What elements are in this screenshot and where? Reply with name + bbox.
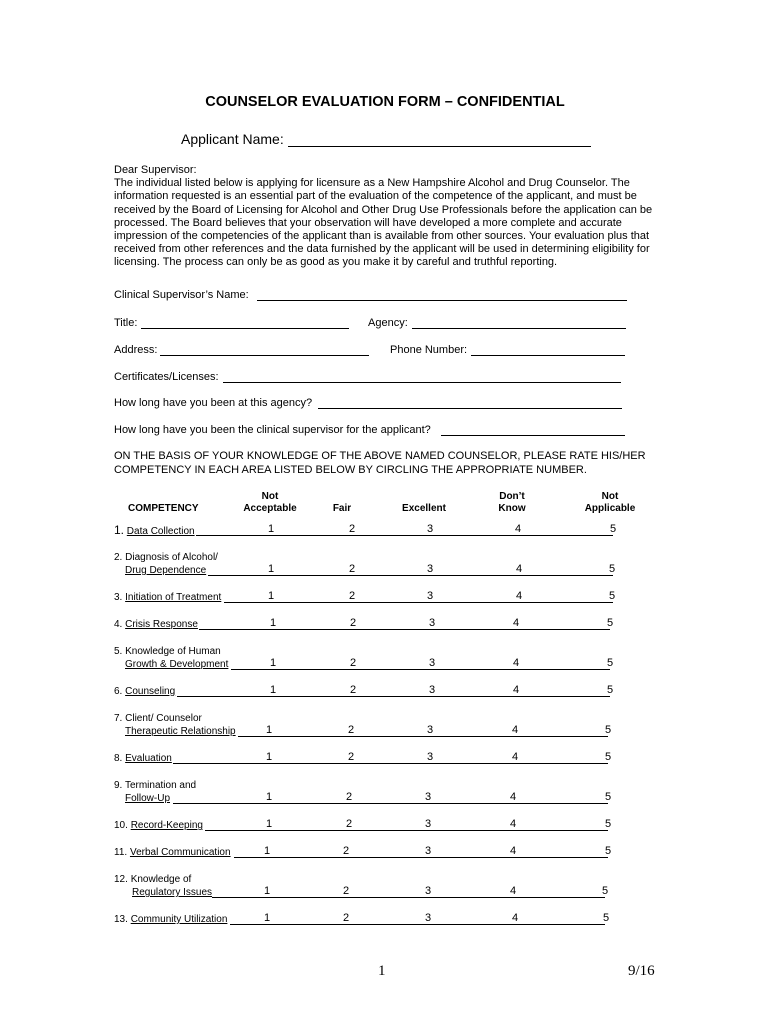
phone-line[interactable] (471, 355, 625, 356)
rating-option-5[interactable]: 5 (605, 791, 612, 803)
supervisor-tenure-line[interactable] (441, 435, 625, 436)
competency-label (114, 846, 231, 859)
rating-underline (173, 803, 608, 804)
competency-label-line2 (125, 725, 236, 738)
rating-option-3[interactable]: 3 (425, 845, 432, 857)
competency-label (114, 685, 175, 698)
competency-label-text: Crisis Response (125, 619, 198, 630)
competency-label-line2 (125, 564, 206, 577)
rating-option-1[interactable]: 1 (264, 912, 271, 924)
header-not-acceptable-2: Acceptable (243, 503, 297, 514)
rating-option-5[interactable]: 5 (605, 818, 612, 830)
rating-underline (212, 897, 605, 898)
title-line[interactable] (141, 328, 349, 329)
rating-option-4[interactable]: 4 (516, 590, 523, 602)
rating-option-1[interactable]: 1 (268, 523, 275, 535)
competency-label-text: Verbal Communication (129, 847, 231, 858)
competency-label (114, 752, 172, 765)
rating-option-3[interactable]: 3 (427, 563, 434, 575)
rating-option-3[interactable]: 3 (429, 617, 436, 629)
competency-label-text: Community Utilization (130, 914, 228, 925)
header-dont-know (482, 491, 542, 515)
competency-number: 4. (114, 619, 123, 630)
competency-number: 6. (114, 686, 123, 697)
header-competency: COMPETENCY (128, 503, 199, 514)
rating-instructions: ON THE BASIS OF YOUR KNOWLEDGE OF THE ABOVE NAMED COUNSELOR, PLEASE RATE HIS/HER COMPETENCY IN EACH AREA LISTED BELOW BY CIRCLING THE APPROPRIATE NUMBER. (114, 450, 646, 476)
rating-option-4[interactable]: 4 (515, 523, 522, 535)
certificates-line[interactable] (223, 382, 621, 383)
rating-option-5[interactable]: 5 (605, 751, 612, 763)
rating-option-1[interactable]: 1 (268, 590, 275, 602)
competency-label (114, 913, 227, 926)
rating-option-2[interactable]: 2 (350, 617, 357, 629)
competency-label-line1 (114, 712, 202, 725)
rating-option-2[interactable]: 2 (349, 563, 356, 575)
header-fair: Fair (332, 503, 352, 514)
rating-option-3[interactable]: 3 (427, 590, 434, 602)
supervisor-name-line[interactable] (257, 300, 627, 301)
competency-label-text: Record-Keeping (130, 820, 203, 831)
rating-option-5[interactable]: 5 (610, 523, 617, 535)
competency-label-line2 (132, 886, 212, 899)
rating-option-3[interactable]: 3 (429, 657, 436, 669)
rating-option-2[interactable]: 2 (350, 657, 357, 669)
competency-label-line2 (125, 792, 170, 805)
rating-option-2[interactable]: 2 (350, 684, 357, 696)
rating-option-3[interactable]: 3 (425, 791, 432, 803)
rating-option-1[interactable]: 1 (268, 563, 275, 575)
rating-option-5[interactable]: 5 (607, 617, 614, 629)
form-title: COUNSELOR EVALUATION FORM – CONFIDENTIAL (205, 94, 565, 110)
competency-label-line2 (125, 658, 228, 671)
rating-option-4[interactable]: 4 (512, 751, 519, 763)
rating-option-3[interactable]: 3 (427, 523, 434, 535)
competency-number: 1. (114, 523, 125, 537)
rating-option-1[interactable]: 1 (264, 885, 271, 897)
address-line[interactable] (160, 355, 369, 356)
rating-option-5[interactable]: 5 (609, 590, 616, 602)
competency-number: 2. (114, 552, 123, 563)
rating-underline (196, 535, 613, 536)
letter (114, 164, 662, 270)
agency-tenure-line[interactable] (318, 408, 622, 409)
rating-option-2[interactable]: 2 (343, 845, 350, 857)
letter-body: The individual listed below is applying for licensure as a New Hampshire Alcohol and Drug Counselor. The information requested is an essential part of the evaluation of the competence of the applicant, and must be received by the Board of Licensing for Alcohol and Other Drug Use Professionals before the application can be processed. The Board believes that your observation will have developed a more complete and accurate impression of the competencies of the applicant than is available from other sources. Your evaluation plus that received from other references and the data furnished by the applicant will be used in determining eligibility for licensing. The process can only be as good as you make it by careful and truthful reporting. (114, 177, 653, 269)
rating-option-5[interactable]: 5 (602, 885, 609, 897)
competency-label (114, 591, 221, 604)
competency-label-text2: Drug Dependence (125, 565, 207, 576)
rating-option-3[interactable]: 3 (425, 912, 432, 924)
competency-label-text1: Termination and (124, 780, 197, 791)
competency-label-line1 (114, 873, 191, 886)
rating-option-2[interactable]: 2 (346, 791, 353, 803)
rating-option-2[interactable]: 2 (348, 724, 355, 736)
phone-label: Phone Number: (390, 344, 468, 356)
competency-number: 13. (114, 914, 128, 925)
header-not-acceptable (230, 491, 310, 515)
rating-underline (173, 763, 608, 764)
competency-number: 8. (114, 753, 123, 764)
competency-label (114, 618, 198, 631)
competency-label-text2: Regulatory Issues (132, 887, 213, 898)
applicant-name-line[interactable] (288, 132, 591, 147)
rating-option-2[interactable]: 2 (348, 751, 355, 763)
rating-option-4[interactable]: 4 (513, 684, 520, 696)
rating-option-4[interactable]: 4 (510, 791, 517, 803)
competency-label-text2: Follow-Up (125, 793, 171, 804)
rating-option-4[interactable]: 4 (510, 818, 517, 830)
competency-label-text2: Therapeutic Relationship (125, 726, 236, 737)
header-excellent: Excellent (402, 503, 446, 514)
supervisor-name-label: Clinical Supervisor’s Name: (114, 289, 249, 301)
competency-number: 11. (114, 847, 128, 858)
rating-option-1[interactable]: 1 (266, 818, 273, 830)
applicant-name-field[interactable] (181, 131, 591, 147)
rating-option-2[interactable]: 2 (343, 912, 350, 924)
header-not-acceptable-1: Not (261, 491, 279, 502)
competency-label-text: Evaluation (125, 753, 172, 764)
competency-number: 9. (114, 780, 123, 791)
competency-number: 10. (114, 820, 128, 831)
header-not-applicable-2: Applicable (584, 503, 636, 514)
rating-underline (230, 924, 605, 925)
competency-label-text: Data Collection (126, 526, 195, 537)
agency-tenure-label: How long have you been at this agency? (114, 397, 313, 409)
rating-option-1[interactable]: 1 (264, 845, 271, 857)
rating-option-2[interactable]: 2 (349, 590, 356, 602)
rating-option-4[interactable]: 4 (516, 563, 523, 575)
rating-option-4[interactable]: 4 (513, 617, 520, 629)
rating-option-1[interactable]: 1 (266, 724, 273, 736)
rating-option-1[interactable]: 1 (266, 791, 273, 803)
rating-option-4[interactable]: 4 (512, 724, 519, 736)
competency-label (114, 524, 195, 538)
rating-option-1[interactable]: 1 (270, 684, 277, 696)
rating-option-5[interactable]: 5 (605, 724, 612, 736)
header-dont-know-2: Know (498, 503, 526, 514)
competency-label-text2: Growth & Development (125, 659, 229, 670)
rating-option-1[interactable]: 1 (270, 657, 277, 669)
certificates-label: Certificates/Licenses: (114, 371, 219, 383)
supervisor-tenure-label: How long have you been the clinical supervisor for the applicant? (114, 424, 431, 436)
page-number: 1 (378, 963, 386, 979)
address-label: Address: (114, 344, 158, 356)
rating-option-5[interactable]: 5 (607, 684, 614, 696)
rating-underline (205, 830, 608, 831)
rating-option-3[interactable]: 3 (429, 684, 436, 696)
rating-underline (238, 736, 608, 737)
rating-underline (177, 696, 610, 697)
competency-label-text1: Diagnosis of Alcohol/ (125, 552, 218, 563)
competency-label (114, 819, 203, 832)
competency-label-text1: Knowledge of Human (125, 646, 221, 657)
rating-option-1[interactable]: 1 (270, 617, 277, 629)
rating-option-3[interactable]: 3 (427, 751, 434, 763)
rating-underline (231, 669, 610, 670)
page-fraction: 9/16 (628, 963, 655, 979)
competency-label-line1 (114, 551, 218, 564)
rating-option-1[interactable]: 1 (266, 751, 273, 763)
competency-label-text1: Client/ Counselor (125, 713, 202, 724)
rating-option-4[interactable]: 4 (513, 657, 520, 669)
rating-option-5[interactable]: 5 (603, 912, 610, 924)
competency-label-text: Initiation of Treatment (125, 592, 222, 603)
header-dont-know-1: Don’t (499, 491, 525, 502)
salutation: Dear Supervisor: (114, 164, 197, 176)
rating-option-3[interactable]: 3 (427, 724, 434, 736)
rating-option-3[interactable]: 3 (425, 818, 432, 830)
competency-number: 12. (114, 874, 128, 885)
competency-label-line1 (114, 779, 196, 792)
rating-option-2[interactable]: 2 (349, 523, 356, 535)
rating-option-4[interactable]: 4 (510, 885, 517, 897)
title-label: Title: (114, 317, 138, 329)
competency-label-text1: Knowledge of (130, 874, 192, 885)
applicant-name-label: Applicant Name: (181, 131, 284, 147)
rating-option-4[interactable]: 4 (510, 845, 517, 857)
competency-number: 3. (114, 592, 123, 603)
competency-label-line1 (114, 645, 221, 658)
rating-option-3[interactable]: 3 (425, 885, 432, 897)
rating-option-5[interactable]: 5 (607, 657, 614, 669)
rating-option-5[interactable]: 5 (605, 845, 612, 857)
competency-label-text: Counseling (125, 686, 176, 697)
header-not-applicable-1: Not (601, 491, 619, 502)
agency-label: Agency: (368, 317, 408, 329)
rating-underline (234, 857, 608, 858)
agency-line[interactable] (412, 328, 626, 329)
rating-option-5[interactable]: 5 (609, 563, 616, 575)
competency-number: 5. (114, 646, 123, 657)
rating-option-2[interactable]: 2 (343, 885, 350, 897)
rating-underline (199, 629, 610, 630)
rating-underline (208, 575, 613, 576)
rating-option-4[interactable]: 4 (512, 912, 519, 924)
rating-underline (224, 602, 613, 603)
competency-number: 7. (114, 713, 123, 724)
header-not-applicable (575, 491, 645, 515)
rating-option-2[interactable]: 2 (346, 818, 353, 830)
